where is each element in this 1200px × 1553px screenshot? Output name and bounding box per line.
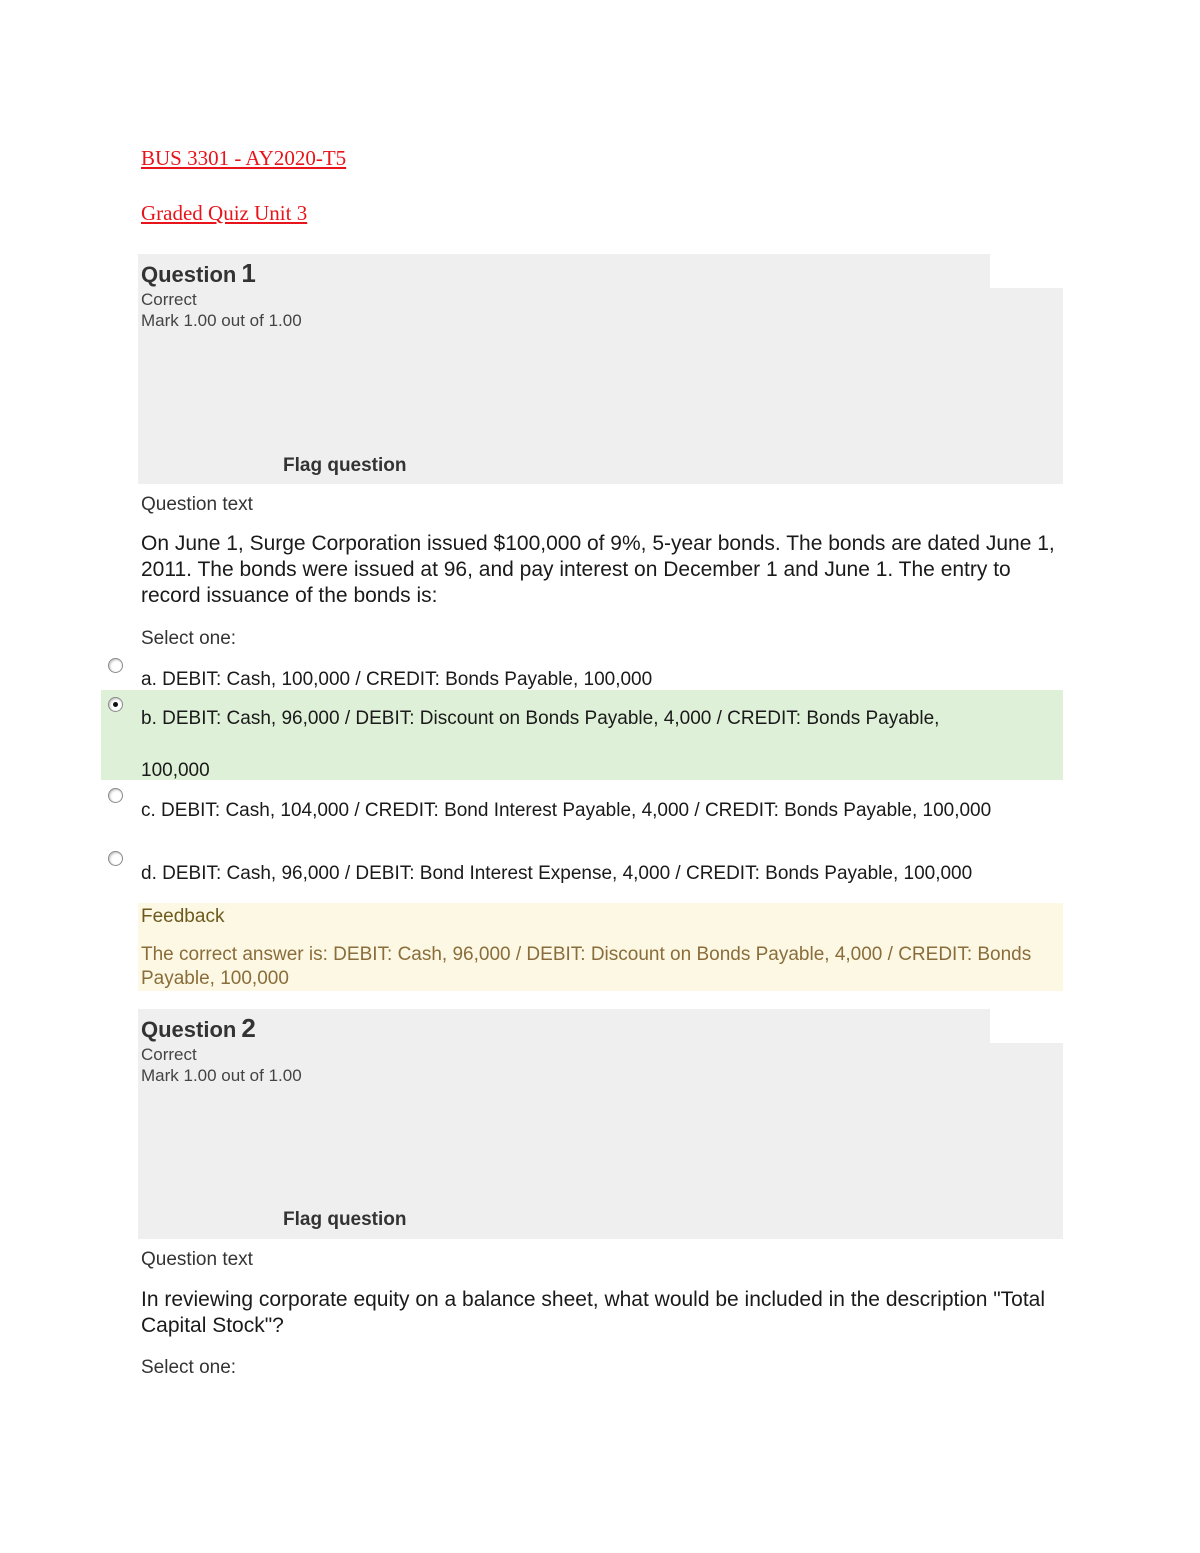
question-mark: Mark 1.00 out of 1.00 — [141, 1066, 302, 1085]
feedback-text: The correct answer is: DEBIT: Cash, 96,000 / DEBIT: Discount on Bonds Payable, 4,000 / CREDIT: Bonds Payable, 100,000 — [141, 944, 1032, 989]
question-text: On June 1, Surge Corporation issued $100,000 of 9%, 5-year bonds. The bonds are dated June 1, 2011. The bonds were issued at 96, and pay interest on December 1 and June 1. The entry to record issuance of the bonds is: — [141, 532, 1055, 607]
feedback-heading: Feedback — [141, 906, 225, 927]
select-one-prompt: Select one: — [141, 1357, 237, 1378]
flag-question-button[interactable]: Flag question — [283, 1209, 407, 1230]
option-label: c. DEBIT: Cash, 104,000 / CREDIT: Bond Interest Payable, 4,000 / CREDIT: Bonds Payable, 100,000 — [141, 800, 992, 821]
question-text: In reviewing corporate equity on a balance sheet, what would be included in the description "Total Capital Stock"? — [141, 1288, 1046, 1337]
quiz-link[interactable]: Graded Quiz Unit 3 — [141, 201, 308, 225]
correct-answer-highlight — [101, 690, 1063, 780]
flag-question-button[interactable]: Flag question — [283, 455, 407, 476]
question-number — [141, 1013, 256, 1044]
question-info-tab — [138, 254, 990, 290]
radio-selected-dot — [113, 702, 118, 707]
radio-button[interactable] — [108, 658, 123, 673]
question-number-value: 2 — [241, 1013, 256, 1043]
radio-button-selected[interactable] — [108, 697, 123, 712]
question-number-value: 1 — [241, 258, 256, 288]
select-one-prompt: Select one: — [141, 628, 237, 649]
option-label: a. DEBIT: Cash, 100,000 / CREDIT: Bonds Payable, 100,000 — [141, 669, 653, 690]
option-label-continued: 100,000 — [141, 760, 210, 781]
question-number — [141, 258, 256, 289]
question-text-heading: Question text — [141, 494, 253, 515]
question-state: Correct — [141, 290, 197, 309]
question-label: Question — [141, 262, 237, 287]
question-state: Correct — [141, 1045, 197, 1064]
question-label: Question — [141, 1017, 237, 1042]
question-info-tab — [138, 1009, 990, 1045]
question-text-heading: Question text — [141, 1249, 253, 1270]
option-label: b. DEBIT: Cash, 96,000 / DEBIT: Discount on Bonds Payable, 4,000 / CREDIT: Bonds Payable, — [141, 708, 940, 729]
question-mark: Mark 1.00 out of 1.00 — [141, 311, 302, 330]
course-link[interactable]: BUS 3301 - AY2020-T5 — [141, 146, 347, 170]
radio-button[interactable] — [108, 851, 123, 866]
radio-button[interactable] — [108, 788, 123, 803]
option-label: d. DEBIT: Cash, 96,000 / DEBIT: Bond Interest Expense, 4,000 / CREDIT: Bonds Payable, 100,000 — [141, 863, 973, 884]
